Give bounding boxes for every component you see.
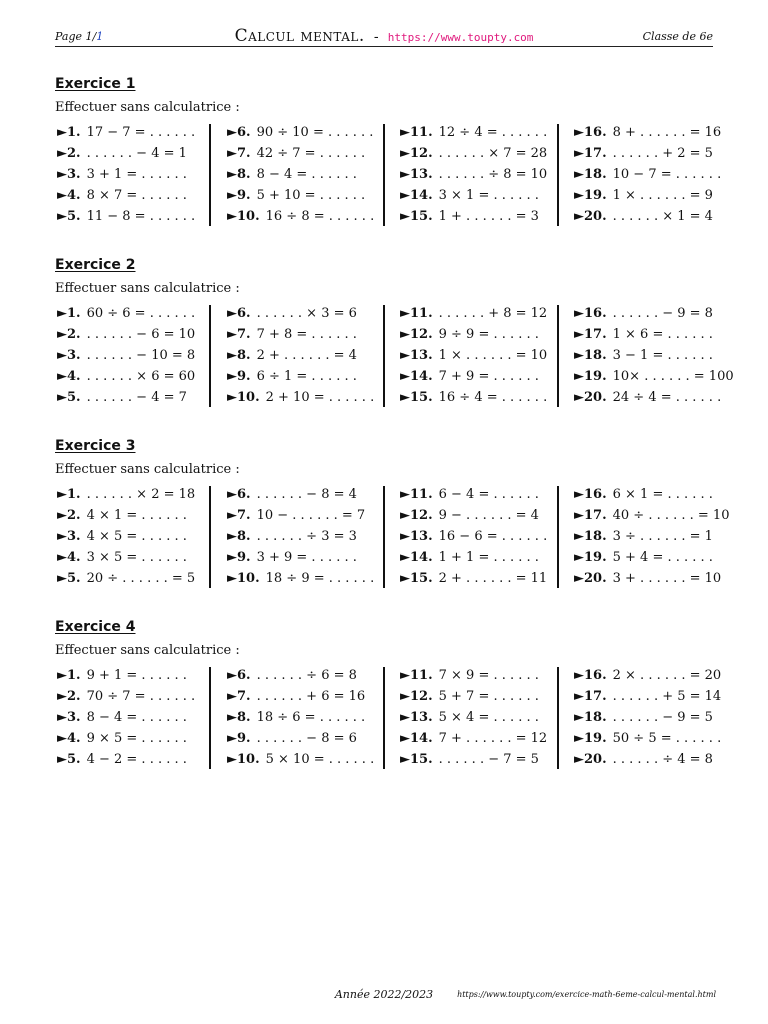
question-number: ►20.	[574, 571, 607, 586]
question-number: ►10.	[227, 571, 260, 586]
question-item	[400, 326, 539, 344]
question-item	[227, 507, 365, 525]
question-number: ►20.	[574, 209, 607, 224]
question-number: ►16.	[574, 668, 607, 683]
question-expression: 24 ÷ 4 = . . . . . .	[612, 390, 722, 405]
question-item	[57, 124, 195, 142]
question-item	[227, 549, 357, 567]
question-number: ►11.	[400, 125, 433, 140]
question-item	[57, 187, 187, 205]
question-item	[574, 751, 713, 769]
question-expression: . . . . . . ÷ 3 = 3	[256, 529, 357, 544]
question-expression: 9 × 5 = . . . . . .	[86, 731, 187, 746]
question-expression: 2 + . . . . . . = 4	[256, 348, 357, 363]
header-title-group	[55, 26, 713, 46]
question-item	[400, 305, 547, 323]
question-item	[400, 751, 539, 769]
question-expression: . . . . . . − 10 = 8	[86, 348, 196, 363]
question-column	[400, 486, 570, 590]
question-number: ►13.	[400, 167, 433, 182]
question-expression: 2 × . . . . . . = 20	[612, 668, 722, 683]
question-number: ►3.	[57, 167, 81, 182]
question-number: ►20.	[574, 752, 607, 767]
question-number: ►7.	[227, 146, 251, 161]
question-column	[57, 305, 227, 409]
question-expression: . . . . . . × 3 = 6	[256, 306, 357, 321]
question-number: ►3.	[57, 710, 81, 725]
question-expression: 10× . . . . . . = 100	[612, 369, 734, 384]
question-expression: 1 × . . . . . . = 10	[438, 348, 548, 363]
question-number: ►2.	[57, 508, 81, 523]
question-expression: 50 ÷ 5 = . . . . . .	[612, 731, 722, 746]
exercise-grid	[55, 305, 734, 409]
exercise-title: Exercice 2	[55, 257, 136, 273]
question-item	[57, 326, 195, 344]
question-expression: . . . . . . − 9 = 8	[612, 306, 713, 321]
question-item	[57, 368, 195, 386]
question-item	[400, 549, 539, 567]
question-expression: . . . . . . + 6 = 16	[256, 689, 366, 704]
question-number: ►12.	[400, 327, 433, 342]
question-item	[57, 389, 187, 407]
question-expression: 2 + 10 = . . . . . .	[265, 390, 375, 405]
question-expression: 9 − . . . . . . = 4	[438, 508, 539, 523]
question-expression: 3 × 1 = . . . . . .	[438, 188, 539, 203]
question-number: ►13.	[400, 710, 433, 725]
question-number: ►9.	[227, 188, 251, 203]
question-item	[57, 166, 187, 184]
question-number: ►19.	[574, 550, 607, 565]
question-item	[57, 208, 195, 226]
question-item	[227, 347, 357, 365]
question-number: ►5.	[57, 390, 81, 405]
question-column	[574, 667, 744, 771]
page-title: Calcul mental.	[234, 26, 365, 46]
question-expression: 16 ÷ 4 = . . . . . .	[438, 390, 548, 405]
question-item	[574, 389, 721, 407]
question-expression: . . . . . . ÷ 4 = 8	[612, 752, 713, 767]
question-number: ►12.	[400, 689, 433, 704]
question-expression: . . . . . . + 2 = 5	[612, 146, 713, 161]
question-item	[400, 389, 547, 407]
question-expression: . . . . . . + 5 = 14	[612, 689, 722, 704]
question-item	[400, 166, 547, 184]
question-item	[574, 709, 713, 727]
question-expression: 4 × 5 = . . . . . .	[86, 529, 187, 544]
question-number: ►19.	[574, 188, 607, 203]
question-number: ►18.	[574, 348, 607, 363]
question-expression: 17 − 7 = . . . . . .	[86, 125, 196, 140]
question-number: ►8.	[227, 710, 251, 725]
question-number: ►18.	[574, 710, 607, 725]
question-item	[227, 730, 357, 748]
question-item	[574, 688, 721, 706]
question-expression: . . . . . . ÷ 8 = 10	[438, 167, 548, 182]
class-label: Classe de 6e	[642, 30, 713, 43]
question-item	[227, 528, 357, 546]
question-item	[227, 688, 365, 706]
question-item	[227, 368, 357, 386]
exercise-grid	[55, 667, 722, 771]
question-expression: 8 × 7 = . . . . . .	[86, 188, 187, 203]
question-number: ►7.	[227, 327, 251, 342]
question-column	[57, 124, 227, 228]
question-item	[227, 124, 373, 142]
question-number: ►15.	[400, 209, 433, 224]
question-expression: 11 − 8 = . . . . . .	[86, 209, 196, 224]
question-expression: 5 × 4 = . . . . . .	[438, 710, 539, 725]
question-item	[227, 187, 365, 205]
question-expression: 3 + . . . . . . = 10	[612, 571, 722, 586]
question-expression: 8 − 4 = . . . . . .	[86, 710, 187, 725]
question-expression: 16 ÷ 8 = . . . . . .	[265, 209, 375, 224]
page-total-link[interactable]: 1	[96, 30, 104, 43]
question-expression: 6 − 4 = . . . . . .	[438, 487, 539, 502]
question-number: ►3.	[57, 529, 81, 544]
question-number: ►18.	[574, 529, 607, 544]
question-item	[57, 549, 187, 567]
question-item	[227, 145, 365, 163]
question-item	[400, 368, 539, 386]
question-expression: 20 ÷ . . . . . . = 5	[86, 571, 196, 586]
question-item	[57, 528, 187, 546]
question-number: ►18.	[574, 167, 607, 182]
question-item	[574, 305, 713, 323]
question-item	[227, 305, 357, 323]
question-item	[400, 667, 539, 685]
question-item	[227, 709, 365, 727]
question-expression: 1 + . . . . . . = 3	[438, 209, 539, 224]
question-number: ►14.	[400, 731, 433, 746]
question-number: ►15.	[400, 390, 433, 405]
question-item	[57, 688, 195, 706]
question-number: ►5.	[57, 209, 81, 224]
question-number: ►6.	[227, 487, 251, 502]
question-number: ►8.	[227, 167, 251, 182]
question-expression: . . . . . . × 6 = 60	[86, 369, 196, 384]
question-item	[574, 187, 713, 205]
question-number: ►16.	[574, 306, 607, 321]
question-item	[400, 187, 539, 205]
question-number: ►2.	[57, 327, 81, 342]
question-expression: 10 − . . . . . . = 7	[256, 508, 366, 523]
question-item	[227, 389, 374, 407]
question-item	[57, 305, 195, 323]
question-number: ►15.	[400, 571, 433, 586]
question-item	[574, 368, 734, 386]
question-expression: . . . . . . × 2 = 18	[86, 487, 196, 502]
exercise-title: Exercice 4	[55, 619, 136, 635]
question-number: ►14.	[400, 369, 433, 384]
question-item	[227, 326, 357, 344]
question-item	[574, 145, 713, 163]
question-expression: 1 × 6 = . . . . . .	[612, 327, 713, 342]
question-number: ►3.	[57, 348, 81, 363]
question-item	[400, 486, 539, 504]
question-item	[574, 347, 713, 365]
question-item	[574, 124, 721, 142]
question-number: ►17.	[574, 146, 607, 161]
footer-url-link[interactable]: https://www.toupty.com/exercice-math-6eme-calcul-mental.html	[457, 990, 716, 999]
question-expression: . . . . . . − 4 = 1	[86, 146, 187, 161]
question-number: ►4.	[57, 731, 81, 746]
question-expression: 3 × 5 = . . . . . .	[86, 550, 187, 565]
question-expression: . . . . . . − 9 = 5	[612, 710, 713, 725]
question-expression: 5 + 10 = . . . . . .	[256, 188, 366, 203]
question-expression: 5 + 4 = . . . . . .	[612, 550, 713, 565]
question-expression: 4 − 2 = . . . . . .	[86, 752, 187, 767]
question-item	[400, 124, 547, 142]
question-expression: 1 × . . . . . . = 9	[612, 188, 713, 203]
question-expression: 70 ÷ 7 = . . . . . .	[86, 689, 196, 704]
question-column	[227, 305, 397, 409]
header-url-link[interactable]: https://www.toupty.com	[387, 31, 534, 44]
question-number: ►20.	[574, 390, 607, 405]
question-item	[227, 751, 374, 769]
question-number: ►12.	[400, 508, 433, 523]
exercise-instruction: Effectuer sans calculatrice :	[55, 100, 240, 115]
question-expression: 7 + . . . . . . = 12	[438, 731, 548, 746]
question-number: ►14.	[400, 188, 433, 203]
question-expression: . . . . . . − 8 = 4	[256, 487, 357, 502]
question-expression: 7 × 9 = . . . . . .	[438, 668, 539, 683]
question-item	[57, 709, 187, 727]
exercise-instruction: Effectuer sans calculatrice :	[55, 462, 240, 477]
question-item	[57, 507, 187, 525]
question-expression: 90 ÷ 10 = . . . . . .	[256, 125, 374, 140]
question-expression: 3 + 1 = . . . . . .	[86, 167, 187, 182]
question-column	[57, 667, 227, 771]
question-column	[227, 486, 397, 590]
question-expression: . . . . . . + 8 = 12	[438, 306, 548, 321]
question-item	[574, 326, 713, 344]
question-expression: 6 × 1 = . . . . . .	[612, 487, 713, 502]
question-number: ►1.	[57, 125, 81, 140]
question-item	[57, 570, 195, 588]
question-expression: 18 ÷ 6 = . . . . . .	[256, 710, 366, 725]
question-item	[400, 709, 539, 727]
question-number: ►6.	[227, 306, 251, 321]
question-item	[227, 570, 374, 588]
question-column	[574, 305, 744, 409]
question-expression: 7 + 9 = . . . . . .	[438, 369, 539, 384]
question-expression: 7 + 8 = . . . . . .	[256, 327, 357, 342]
question-column	[227, 667, 397, 771]
question-number: ►4.	[57, 550, 81, 565]
question-expression: 1 + 1 = . . . . . .	[438, 550, 539, 565]
question-column	[400, 124, 570, 228]
question-expression: 18 ÷ 9 = . . . . . .	[265, 571, 375, 586]
question-item	[400, 730, 547, 748]
question-number: ►15.	[400, 752, 433, 767]
question-item	[400, 208, 539, 226]
exercise-grid	[55, 124, 722, 228]
question-number: ►17.	[574, 689, 607, 704]
question-number: ►6.	[227, 125, 251, 140]
question-number: ►2.	[57, 689, 81, 704]
question-number: ►4.	[57, 369, 81, 384]
question-item	[574, 730, 721, 748]
question-column	[574, 124, 744, 228]
question-item	[574, 166, 721, 184]
question-column	[400, 305, 570, 409]
question-expression: 3 − 1 = . . . . . .	[612, 348, 713, 363]
question-item	[227, 166, 357, 184]
title-separator: -	[373, 29, 379, 45]
question-item	[57, 667, 187, 685]
question-number: ►7.	[227, 508, 251, 523]
question-column	[227, 124, 397, 228]
question-number: ►19.	[574, 731, 607, 746]
question-number: ►5.	[57, 752, 81, 767]
question-number: ►9.	[227, 731, 251, 746]
question-number: ►8.	[227, 348, 251, 363]
question-expression: . . . . . . − 6 = 10	[86, 327, 196, 342]
question-expression: 42 ÷ 7 = . . . . . .	[256, 146, 366, 161]
question-item	[57, 730, 187, 748]
question-number: ►13.	[400, 529, 433, 544]
question-expression: . . . . . . × 1 = 4	[612, 209, 713, 224]
exercise-grid	[55, 486, 730, 590]
question-expression: . . . . . . × 7 = 28	[438, 146, 548, 161]
question-number: ►2.	[57, 146, 81, 161]
question-column	[400, 667, 570, 771]
question-number: ►4.	[57, 188, 81, 203]
question-expression: . . . . . . − 4 = 7	[86, 390, 187, 405]
question-number: ►17.	[574, 508, 607, 523]
question-item	[400, 507, 539, 525]
question-item	[400, 688, 539, 706]
question-number: ►6.	[227, 668, 251, 683]
question-item	[227, 486, 357, 504]
question-item	[574, 549, 713, 567]
question-expression: 5 × 10 = . . . . . .	[265, 752, 375, 767]
question-item	[400, 347, 547, 365]
question-expression: 3 + 9 = . . . . . .	[256, 550, 357, 565]
exercise-title: Exercice 3	[55, 438, 136, 454]
question-number: ►11.	[400, 306, 433, 321]
page-header	[55, 26, 713, 47]
question-item	[400, 528, 547, 546]
question-number: ►1.	[57, 668, 81, 683]
question-expression: 60 ÷ 6 = . . . . . .	[86, 306, 196, 321]
question-number: ►10.	[227, 209, 260, 224]
question-item	[574, 208, 713, 226]
question-expression: 16 − 6 = . . . . . .	[438, 529, 548, 544]
question-number: ►9.	[227, 550, 251, 565]
question-item	[574, 570, 721, 588]
question-item	[400, 145, 547, 163]
question-item	[57, 145, 187, 163]
exercise-instruction: Effectuer sans calculatrice :	[55, 643, 240, 658]
question-item	[574, 507, 729, 525]
question-expression: . . . . . . − 7 = 5	[438, 752, 539, 767]
question-expression: . . . . . . − 8 = 6	[256, 731, 357, 746]
question-expression: 40 ÷ . . . . . . = 10	[612, 508, 730, 523]
question-expression: 2 + . . . . . . = 11	[438, 571, 548, 586]
footer-year: Année 2022/2023	[334, 988, 434, 1001]
question-expression: 3 ÷ . . . . . . = 1	[612, 529, 713, 544]
question-number: ►14.	[400, 550, 433, 565]
exercise-instruction: Effectuer sans calculatrice :	[55, 281, 240, 296]
question-expression: 10 − 7 = . . . . . .	[612, 167, 722, 182]
question-expression: . . . . . . ÷ 6 = 8	[256, 668, 357, 683]
question-item	[57, 751, 187, 769]
question-number: ►16.	[574, 125, 607, 140]
question-number: ►19.	[574, 369, 607, 384]
question-number: ►8.	[227, 529, 251, 544]
question-number: ►1.	[57, 306, 81, 321]
question-expression: 9 + 1 = . . . . . .	[86, 668, 187, 683]
question-number: ►12.	[400, 146, 433, 161]
question-column	[57, 486, 227, 590]
question-item	[574, 528, 713, 546]
question-number: ►5.	[57, 571, 81, 586]
question-number: ►16.	[574, 487, 607, 502]
question-number: ►9.	[227, 369, 251, 384]
question-number: ►11.	[400, 668, 433, 683]
question-item	[227, 208, 374, 226]
question-expression: 8 + . . . . . . = 16	[612, 125, 722, 140]
page-label: Page 1/	[55, 30, 97, 43]
question-item	[57, 486, 195, 504]
question-expression: 12 ÷ 4 = . . . . . .	[438, 125, 548, 140]
question-item	[574, 486, 713, 504]
question-column	[574, 486, 744, 590]
question-number: ►17.	[574, 327, 607, 342]
question-expression: 5 + 7 = . . . . . .	[438, 689, 539, 704]
question-expression: 9 ÷ 9 = . . . . . .	[438, 327, 539, 342]
question-item	[57, 347, 195, 365]
question-number: ►10.	[227, 752, 260, 767]
question-item	[400, 570, 547, 588]
exercise-title: Exercice 1	[55, 76, 136, 92]
question-expression: 8 − 4 = . . . . . .	[256, 167, 357, 182]
question-number: ►13.	[400, 348, 433, 363]
question-item	[574, 667, 721, 685]
question-expression: 6 ÷ 1 = . . . . . .	[256, 369, 357, 384]
question-number: ►10.	[227, 390, 260, 405]
question-number: ►1.	[57, 487, 81, 502]
question-item	[227, 667, 357, 685]
question-number: ►11.	[400, 487, 433, 502]
question-number: ►7.	[227, 689, 251, 704]
question-expression: 4 × 1 = . . . . . .	[86, 508, 187, 523]
